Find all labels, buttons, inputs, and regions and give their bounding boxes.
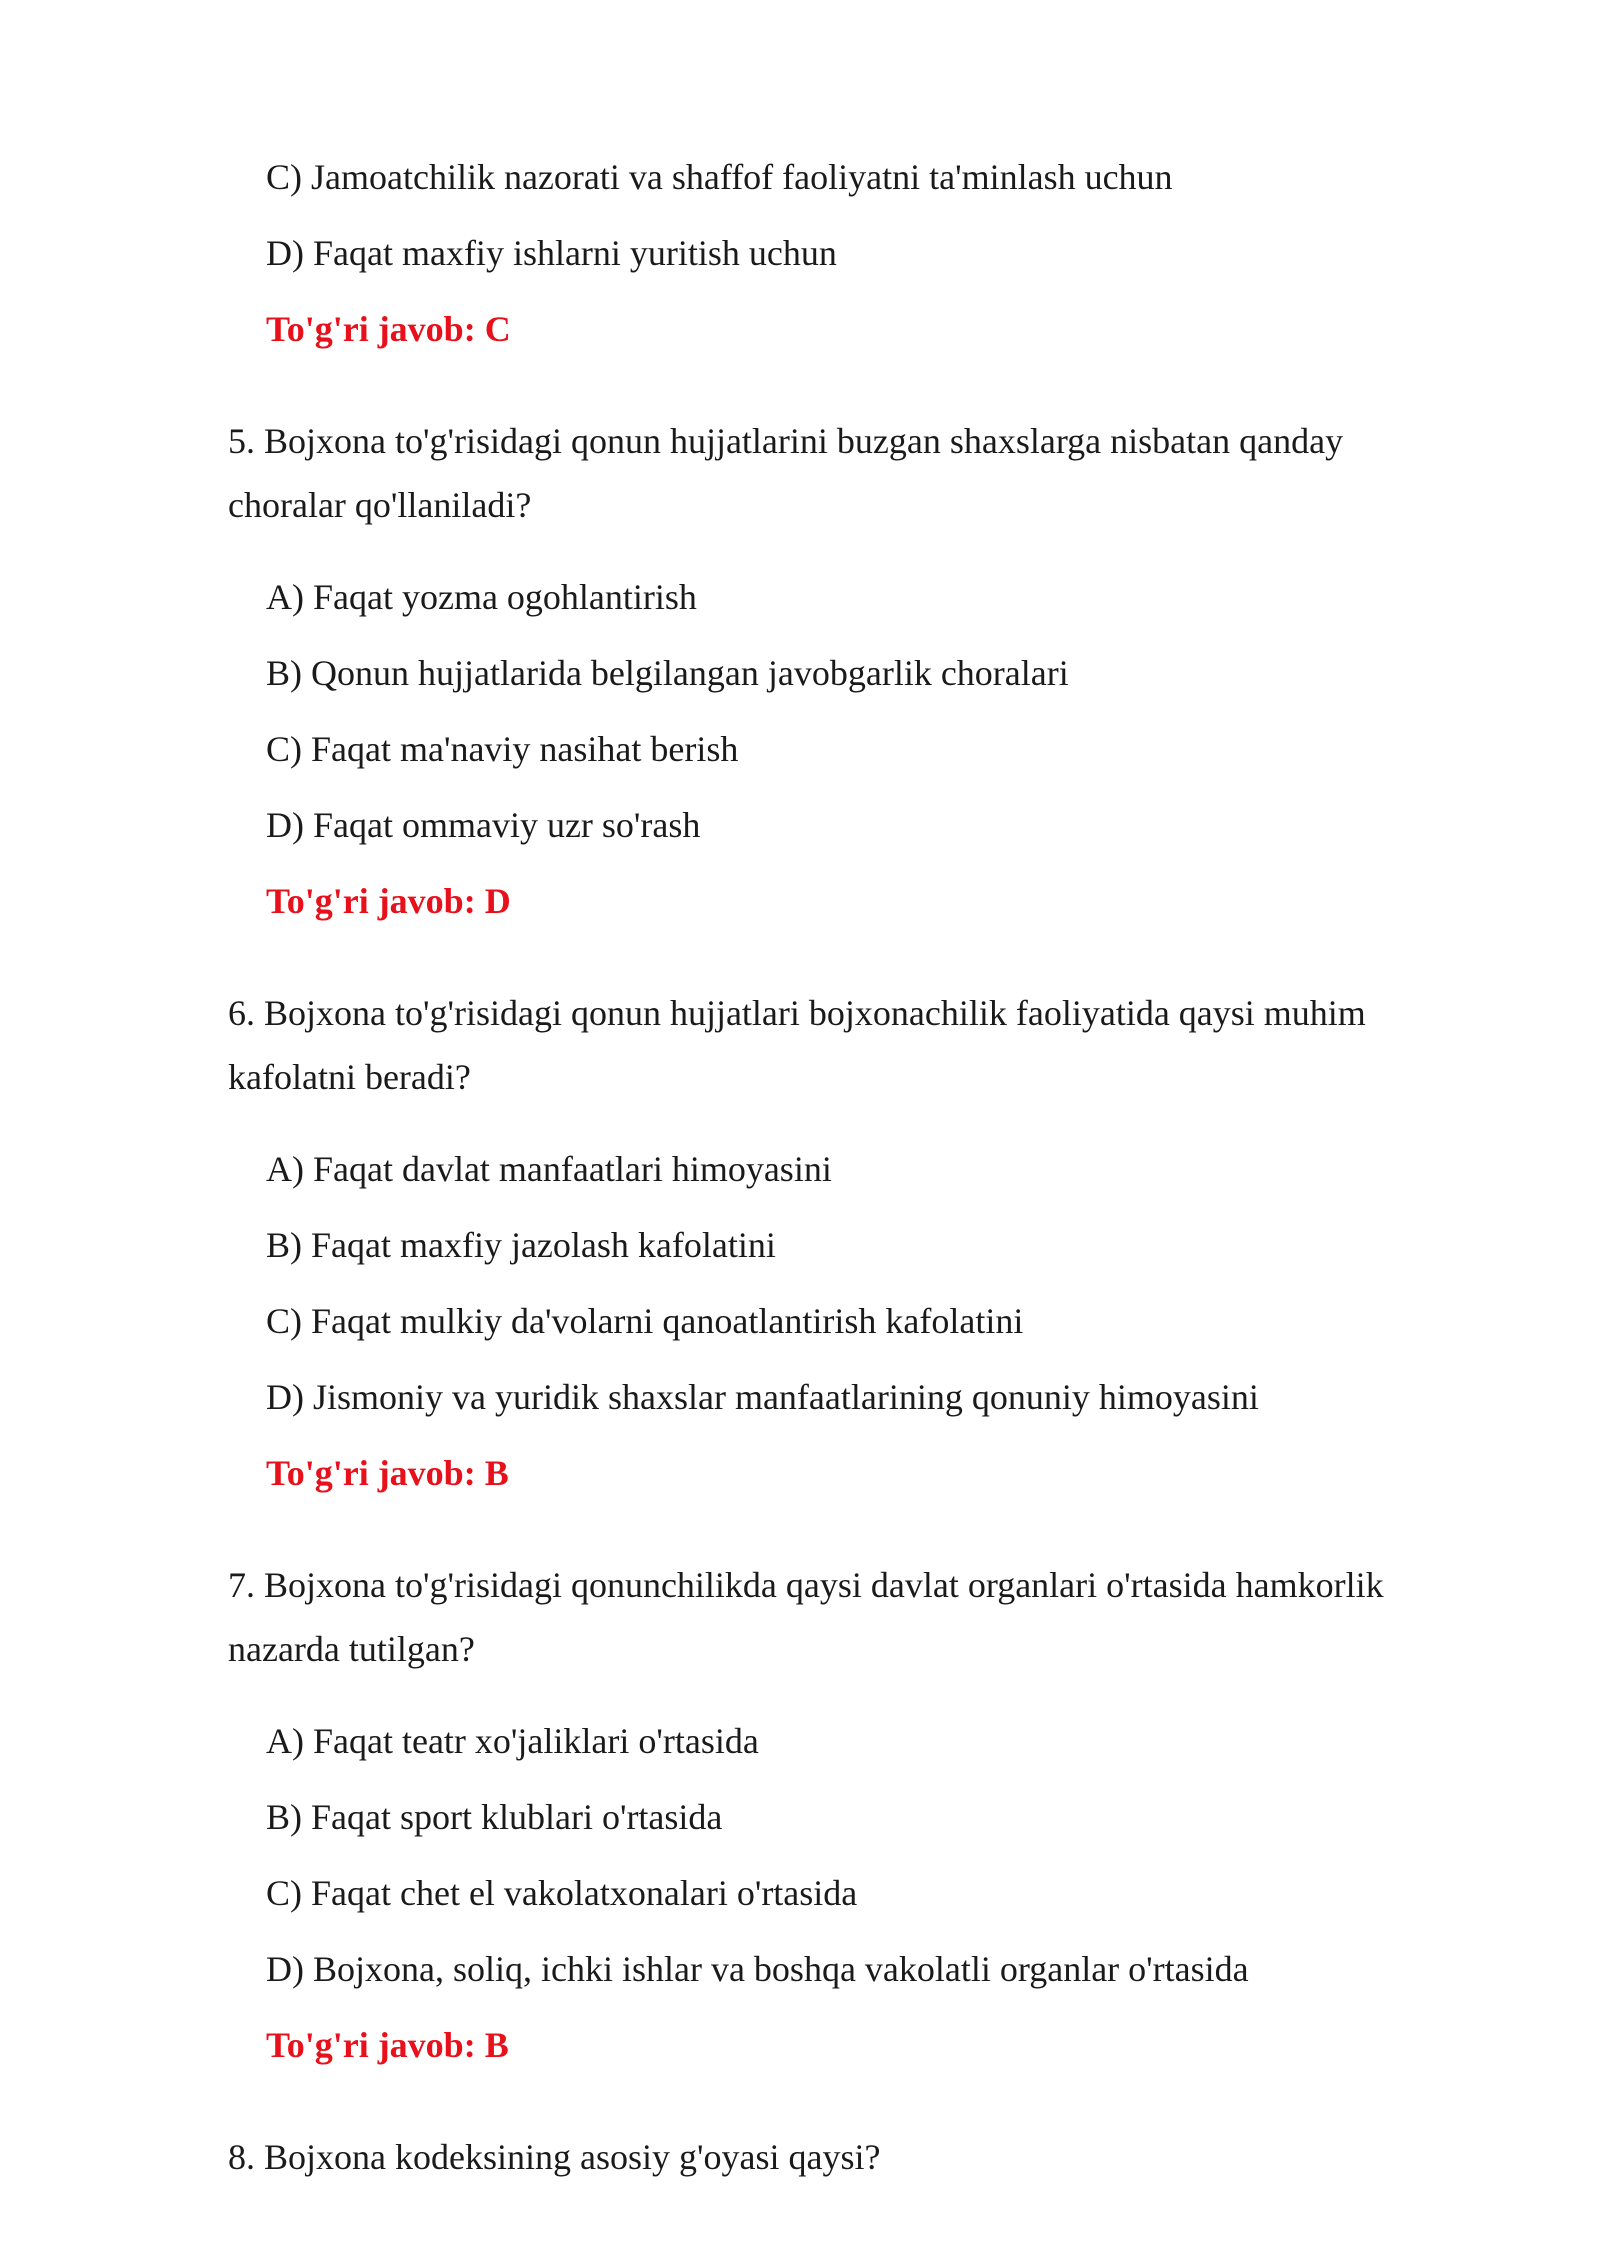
option-d-q5: D) Faqat ommaviy uzr so'rash <box>266 805 701 845</box>
option-d-q7: D) Bojxona, soliq, ichki ishlar va boshqa vakolatli organlar o'rtasida <box>266 1949 1249 1989</box>
answer-q4: To'g'ri javob: C <box>266 309 511 349</box>
option-a-q7: A) Faqat teatr xo'jaliklari o'rtasida <box>266 1721 759 1761</box>
answer-q5: To'g'ri javob: D <box>266 881 511 921</box>
quiz-content <box>228 145 1458 2201</box>
answer-q6: To'g'ri javob: B <box>266 1453 509 1493</box>
option-d-q6: D) Jismoniy va yuridik shaxslar manfaatlarining qonuniy himoyasini <box>266 1377 1259 1417</box>
option-d-q4: D) Faqat maxfiy ishlarni yuritish uchun <box>266 233 837 273</box>
option-b-q6: B) Faqat maxfiy jazolash kafolatini <box>266 1225 776 1265</box>
option-c-q5: C) Faqat ma'naviy nasihat berish <box>266 729 739 769</box>
option-c-q4: C) Jamoatchilik nazorati va shaffof faoliyatni ta'minlash uchun <box>266 157 1173 197</box>
option-a-q6: A) Faqat davlat manfaatlari himoyasini <box>266 1149 832 1189</box>
question-7: 7. Bojxona to'g'risidagi qonunchilikda qaysi davlat organlari o'rtasida hamkorlik nazarda tutilgan? <box>228 1565 1384 1669</box>
option-b-q5: B) Qonun hujjatlarida belgilangan javobgarlik choralari <box>266 653 1069 693</box>
option-c-q7: C) Faqat chet el vakolatxonalari o'rtasida <box>266 1873 858 1913</box>
answer-q7: To'g'ri javob: B <box>266 2025 509 2065</box>
question-8: 8. Bojxona kodeksining asosiy g'oyasi qaysi? <box>228 2137 881 2177</box>
question-5: 5. Bojxona to'g'risidagi qonun hujjatlarini buzgan shaxslarga nisbatan qanday choralar qo'llaniladi? <box>228 421 1344 525</box>
option-b-q7: B) Faqat sport klublari o'rtasida <box>266 1797 723 1837</box>
question-6: 6. Bojxona to'g'risidagi qonun hujjatlari bojxonachilik faoliyatida qaysi muhim kafolatni beradi? <box>228 993 1366 1097</box>
option-a-q5: A) Faqat yozma ogohlantirish <box>266 577 697 617</box>
option-c-q6: C) Faqat mulkiy da'volarni qanoatlantirish kafolatini <box>266 1301 1024 1341</box>
